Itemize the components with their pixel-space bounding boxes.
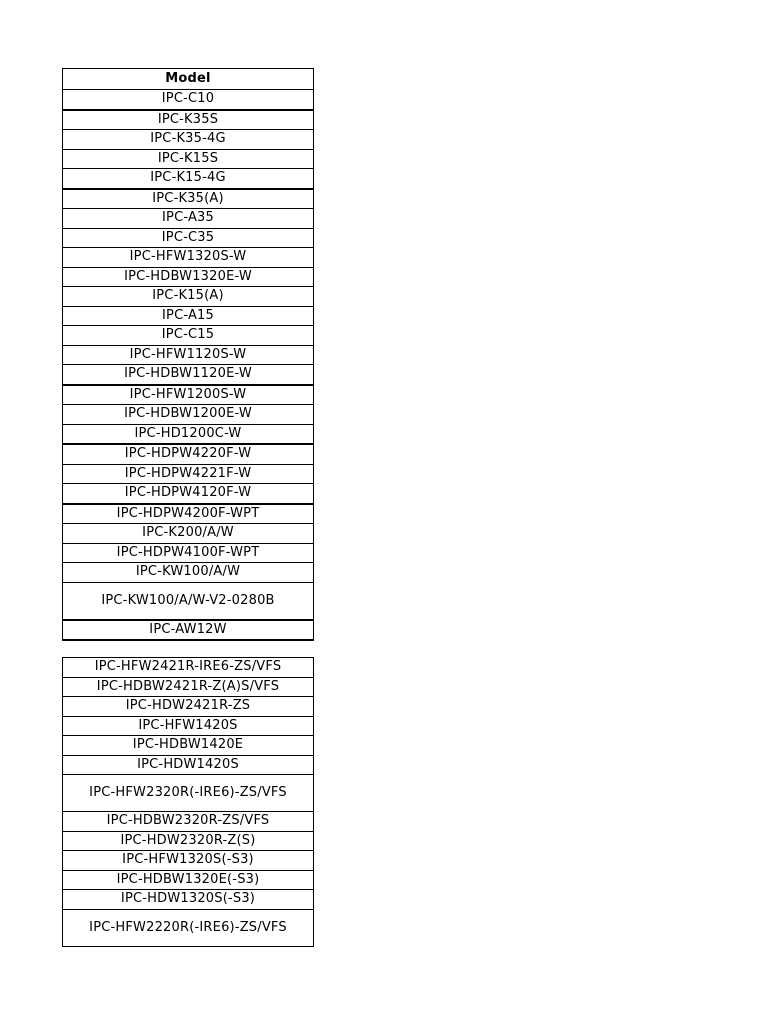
model-cell: IPC-K35S <box>63 110 314 130</box>
model-cell: IPC-HDBW1420E <box>63 736 314 756</box>
model-cell: IPC-HDPW4220F-W <box>63 444 314 464</box>
model-column-header: Model <box>63 69 314 90</box>
model-cell: IPC-HDPW4100F-WPT <box>63 543 314 563</box>
table-row <box>63 345 314 365</box>
model-cell: IPC-HFW2220R(-IRE6)-ZS/VFS <box>63 909 314 946</box>
table-row <box>63 890 314 910</box>
model-cell: IPC-HDW1420S <box>63 755 314 775</box>
model-cell: IPC-C35 <box>63 228 314 248</box>
table-row <box>63 209 314 229</box>
table-row <box>63 90 314 110</box>
table-row <box>63 504 314 524</box>
table-row <box>63 870 314 890</box>
model-cell: IPC-KW100/A/W <box>63 563 314 583</box>
table-row <box>63 444 314 464</box>
model-cell: IPC-HFW1420S <box>63 716 314 736</box>
table-row <box>63 620 314 641</box>
model-cell: IPC-HDW2320R-Z(S) <box>63 831 314 851</box>
model-cell: IPC-HDBW1120E-W <box>63 365 314 385</box>
model-cell: IPC-HDW2421R-ZS <box>63 697 314 717</box>
model-rows <box>63 90 314 947</box>
table-row <box>63 563 314 583</box>
model-cell: IPC-HDBW1320E(-S3) <box>63 870 314 890</box>
model-cell: IPC-A35 <box>63 209 314 229</box>
table-row <box>63 385 314 405</box>
model-cell: IPC-HDPW4120F-W <box>63 484 314 504</box>
model-cell: IPC-HDBW1200E-W <box>63 405 314 425</box>
header-row <box>63 69 314 90</box>
table-row <box>63 812 314 832</box>
table-row <box>63 287 314 307</box>
table-row <box>63 755 314 775</box>
table-row <box>63 189 314 209</box>
model-table <box>62 68 314 947</box>
table-row <box>63 306 314 326</box>
model-cell: IPC-HDPW4200F-WPT <box>63 504 314 524</box>
model-cell: IPC-HDPW4221F-W <box>63 464 314 484</box>
table-row <box>63 464 314 484</box>
model-cell: IPC-HDBW2421R-Z(A)S/VFS <box>63 677 314 697</box>
table-row <box>63 775 314 812</box>
table-row <box>63 130 314 150</box>
table-row <box>63 365 314 385</box>
model-cell: IPC-K35-4G <box>63 130 314 150</box>
model-cell: IPC-HFW1320S(-S3) <box>63 851 314 871</box>
spacer-row <box>63 640 314 658</box>
model-cell: IPC-A15 <box>63 306 314 326</box>
table-row <box>63 677 314 697</box>
table-row <box>63 228 314 248</box>
table-row <box>63 909 314 946</box>
table-row <box>63 851 314 871</box>
table-row <box>63 326 314 346</box>
model-cell: IPC-KW100/A/W-V2-0280B <box>63 582 314 620</box>
table-row <box>63 248 314 268</box>
model-cell: IPC-HFW1320S-W <box>63 248 314 268</box>
model-cell: IPC-HFW2320R(-IRE6)-ZS/VFS <box>63 775 314 812</box>
model-cell: IPC-HFW1200S-W <box>63 385 314 405</box>
table-row <box>63 267 314 287</box>
table-row <box>63 543 314 563</box>
model-cell: IPC-HDW1320S(-S3) <box>63 890 314 910</box>
model-cell: IPC-C10 <box>63 90 314 110</box>
model-cell: IPC-HDBW2320R-ZS/VFS <box>63 812 314 832</box>
table-row <box>63 658 314 678</box>
model-cell: IPC-HFW2421R-IRE6-ZS/VFS <box>63 658 314 678</box>
table-row <box>63 716 314 736</box>
model-cell: IPC-HDBW1320E-W <box>63 267 314 287</box>
model-cell: IPC-C15 <box>63 326 314 346</box>
model-cell: IPC-K15(A) <box>63 287 314 307</box>
table-row <box>63 736 314 756</box>
model-cell: IPC-HFW1120S-W <box>63 345 314 365</box>
model-cell: IPC-K200/A/W <box>63 524 314 544</box>
table-row <box>63 424 314 444</box>
table-row <box>63 697 314 717</box>
table-row <box>63 149 314 169</box>
model-cell: IPC-AW12W <box>63 620 314 641</box>
table-row <box>63 484 314 504</box>
model-cell <box>63 640 314 658</box>
table-row <box>63 524 314 544</box>
model-cell: IPC-HD1200C-W <box>63 424 314 444</box>
table-row <box>63 582 314 620</box>
table-row <box>63 831 314 851</box>
model-cell: IPC-K35(A) <box>63 189 314 209</box>
table-row <box>63 169 314 189</box>
table-row <box>63 405 314 425</box>
model-cell: IPC-K15S <box>63 149 314 169</box>
model-cell: IPC-K15-4G <box>63 169 314 189</box>
table-row <box>63 110 314 130</box>
